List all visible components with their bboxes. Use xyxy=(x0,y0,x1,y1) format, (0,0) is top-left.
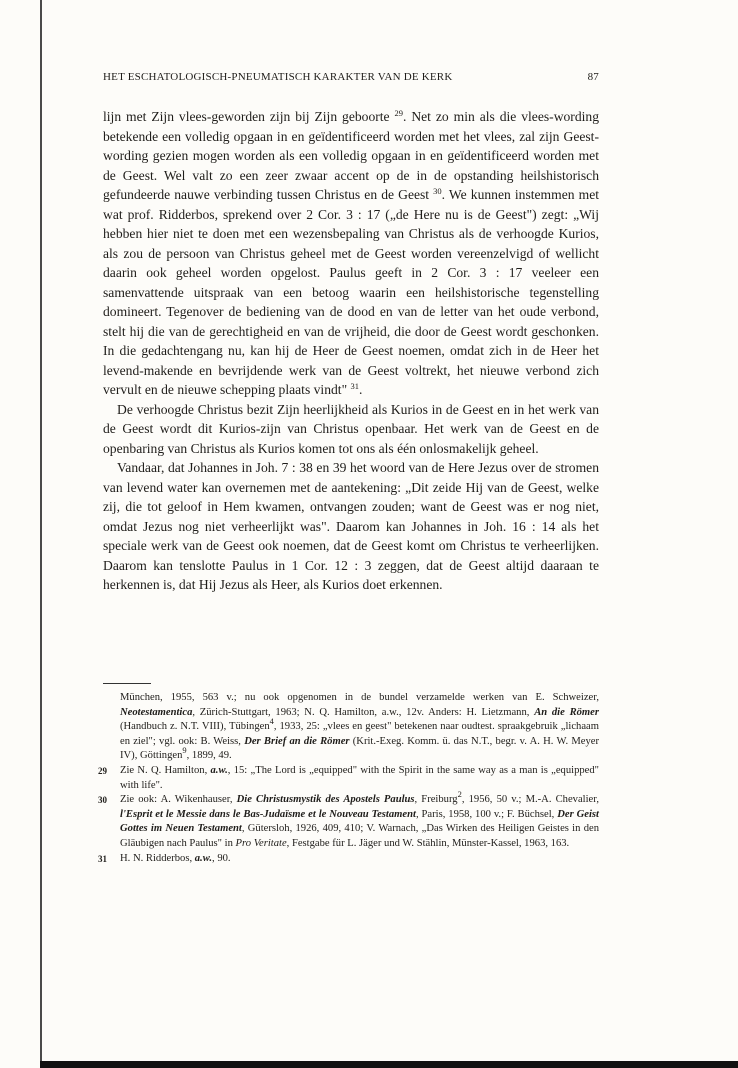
footnote-cont-edition-e: 9 xyxy=(182,745,187,756)
footnote-29-title-a: a.w. xyxy=(210,764,228,776)
footnote-ref-31: 31 xyxy=(350,381,360,391)
footnote-31 xyxy=(98,852,599,867)
footnotes xyxy=(98,691,600,866)
footnote-30-number: 30 xyxy=(98,795,107,806)
paragraph-1-text-2: . Net zo min als die vlees-wording betekende een volledig opgaan in en geïdentificeerd worden met het vlees, zal zijn Geest-wording gezien mogen worden als een volledig opgaan in en geïdentificeerd worden met de Geest. Wel valt zo een zeer zwaar accent op de in de opstanding heilshistorisch gefundeerde nauwe verbinding tussen Christus en de Geest xyxy=(103,109,599,202)
footnote-31-title-a: a.w. xyxy=(194,852,213,864)
footnote-cont-text-a: München, 1955, 563 v.; nu ook opgenomen in de bundel verzamelde werken van E. Schweizer, xyxy=(120,692,599,703)
footnote-30 xyxy=(98,789,599,851)
footnote-cont-title-a: Neotestamentica xyxy=(120,706,193,718)
footnote-cont-title-d: Der Brief an die Römer xyxy=(244,735,350,747)
footnote-31-text-a: H. N. Ridderbos, xyxy=(120,852,195,864)
footnote-30-text-d: , Paris, 1958, 100 v.; F. Büchsel, xyxy=(415,808,558,820)
paragraph-1-text-1: lijn met Zijn vlees-geworden zijn bij Zijn geboorte xyxy=(103,109,395,124)
body-text xyxy=(103,107,599,595)
footnote-rule xyxy=(103,683,151,684)
paragraph-1 xyxy=(103,107,599,400)
footnote-cont-text-e: (Krit.-Exeg. Komm. ü. das N.T., begr. v. A. H. W. Meyer IV), Göttingen xyxy=(120,735,600,762)
footnote-31-text-b: , 90. xyxy=(212,852,231,864)
footnote-30-text-f: , Festgabe für L. Jäger und W. Stählin, Münster-Kassel, 1963, 163. xyxy=(286,837,570,849)
footnote-cont-title-b: An die Römer xyxy=(534,706,600,718)
footnote-30-title-c: l'Esprit et le Messie dans le Bas-Judaïsme et le Nouveau Testament xyxy=(120,808,416,820)
page-number: 87 xyxy=(587,71,599,83)
footnote-30-text-a: Zie ook: A. Wikenhauser, xyxy=(120,794,237,806)
paragraph-1-text-3: . We kunnen instemmen met wat prof. Ridderbos, sprekend over 2 Cor. 3 : 17 („de Here nu is de Geest") zegt: „Wij hebben hier niet te doen met een wezensbepaling van Christus als de verhoogde Kurios, als zou de persoon van Christus geheel met de Geest worden vereenzelvigd of wellicht daarin ook geheel worden opgelost. Paulus geeft in 2 Cor. 3 : 17 veeleer een samenvattende uitspraak van een betoog waarin een heilshistorische tegenstelling domineert. Tegenover de bediening van de dood en van de letter van het oude verbond, stelt hij die van de gerechtigheid en van de vrijheid, die door de Geest wordt geschonken. In die gedachtengang nu, kan hij de Heer de Geest noemen, omdat zich in de Heer het levend-makende en bevrijdende werk van de Geest voltrekt, het nieuwe verbond zich vervult en de nieuwe schepping plaats vindt" xyxy=(103,187,600,397)
footnote-continued xyxy=(103,691,599,764)
footnote-ref-30: 30 xyxy=(433,186,442,196)
footnote-31-number: 31 xyxy=(98,853,107,864)
footnote-30-edition-b: 2 xyxy=(457,789,462,800)
footnote-30-text-c: , 1956, 50 v.; M.-A. Chevalier, xyxy=(461,794,599,806)
scan-left-edge xyxy=(40,0,42,1068)
footnote-30-text-e: , Gütersloh, 1926, 409, 410; V. Warnach, „Das Wirken des Heiligen Geistes in den Gläubigen nach Paulus" in xyxy=(120,823,599,849)
footnote-cont-text-b: , Zürich-Stuttgart, 1963; N. Q. Hamilton, a.w., 12v. Anders: H. Lietzmann, xyxy=(192,706,535,718)
running-head-title: HET ESCHATOLOGISCH-PNEUMATISCH KARAKTER VAN DE KERK xyxy=(103,71,453,83)
footnote-30-title-d: Der Geist Gottes im Neuen Testament xyxy=(120,808,599,835)
footnote-30-title-e: Pro Veritate xyxy=(235,837,287,849)
footnote-30-title-a: Die Christusmystik des Apostels Paulus xyxy=(236,794,415,806)
footnote-cont-text-d: , 1933, 25: „vlees en geest" betekenen naar oudtest. spraakgebruik „lichaam en ziel"; vgl. ook: B. Weiss, xyxy=(120,721,599,747)
footnote-ref-29: 29 xyxy=(394,108,404,118)
footnote-cont-text-c: (Handbuch z. N.T. VIII), Tübingen xyxy=(120,721,270,733)
footnote-29 xyxy=(98,764,599,793)
footnote-29-text-a: Zie N. Q. Hamilton, xyxy=(120,764,211,776)
scan-bottom-edge xyxy=(40,1061,738,1068)
paragraph-1-text-4: . xyxy=(359,382,363,397)
footnote-30-text-b: , Freiburg xyxy=(414,794,458,806)
paragraph-3: Vandaar, dat Johannes in Joh. 7 : 38 en 39 het woord van de Here Jezus over de stromen van levend water kan overnemen met de aantekening: „Dit zeide Hij van de Geest, welke zij, die tot geloof in Hem kwamen, ontvangen zouden; want de Geest was er nog niet, omdat Jezus nog niet verheerlijkt was". Daarom kan Johannes in Joh. 16 : 14 als het speciale werk van de Geest ook noemen, dat de Geest komt om Christus te verheerlijken. Daarom kan tenslotte Paulus in 1 Cor. 12 : 3 zeggen, dat de Geest altijd daaraan te herkennen is, dat Hij Jezus als Heer, als Kurios doet erkennen. xyxy=(103,460,599,592)
footnote-29-text-b: , 15: „The Lord is „equipped" with the Spirit in the same way as a man is „equipped" with life". xyxy=(120,764,599,791)
footnote-cont-edition-c: 4 xyxy=(269,716,274,727)
footnote-29-number: 29 xyxy=(98,765,107,776)
paragraph-2: De verhoogde Christus bezit Zijn heerlijkheid als Kurios in de Geest en in het werk van de Geest wordt dit Kurios-zijn van Christus openbaar. Het werk van de Geest en de openbaring van Christus als Kurios komen tot ons als één onlosmakelijk geheel. xyxy=(103,401,599,456)
footnote-cont-text-f: , 1899, 49. xyxy=(186,750,232,762)
